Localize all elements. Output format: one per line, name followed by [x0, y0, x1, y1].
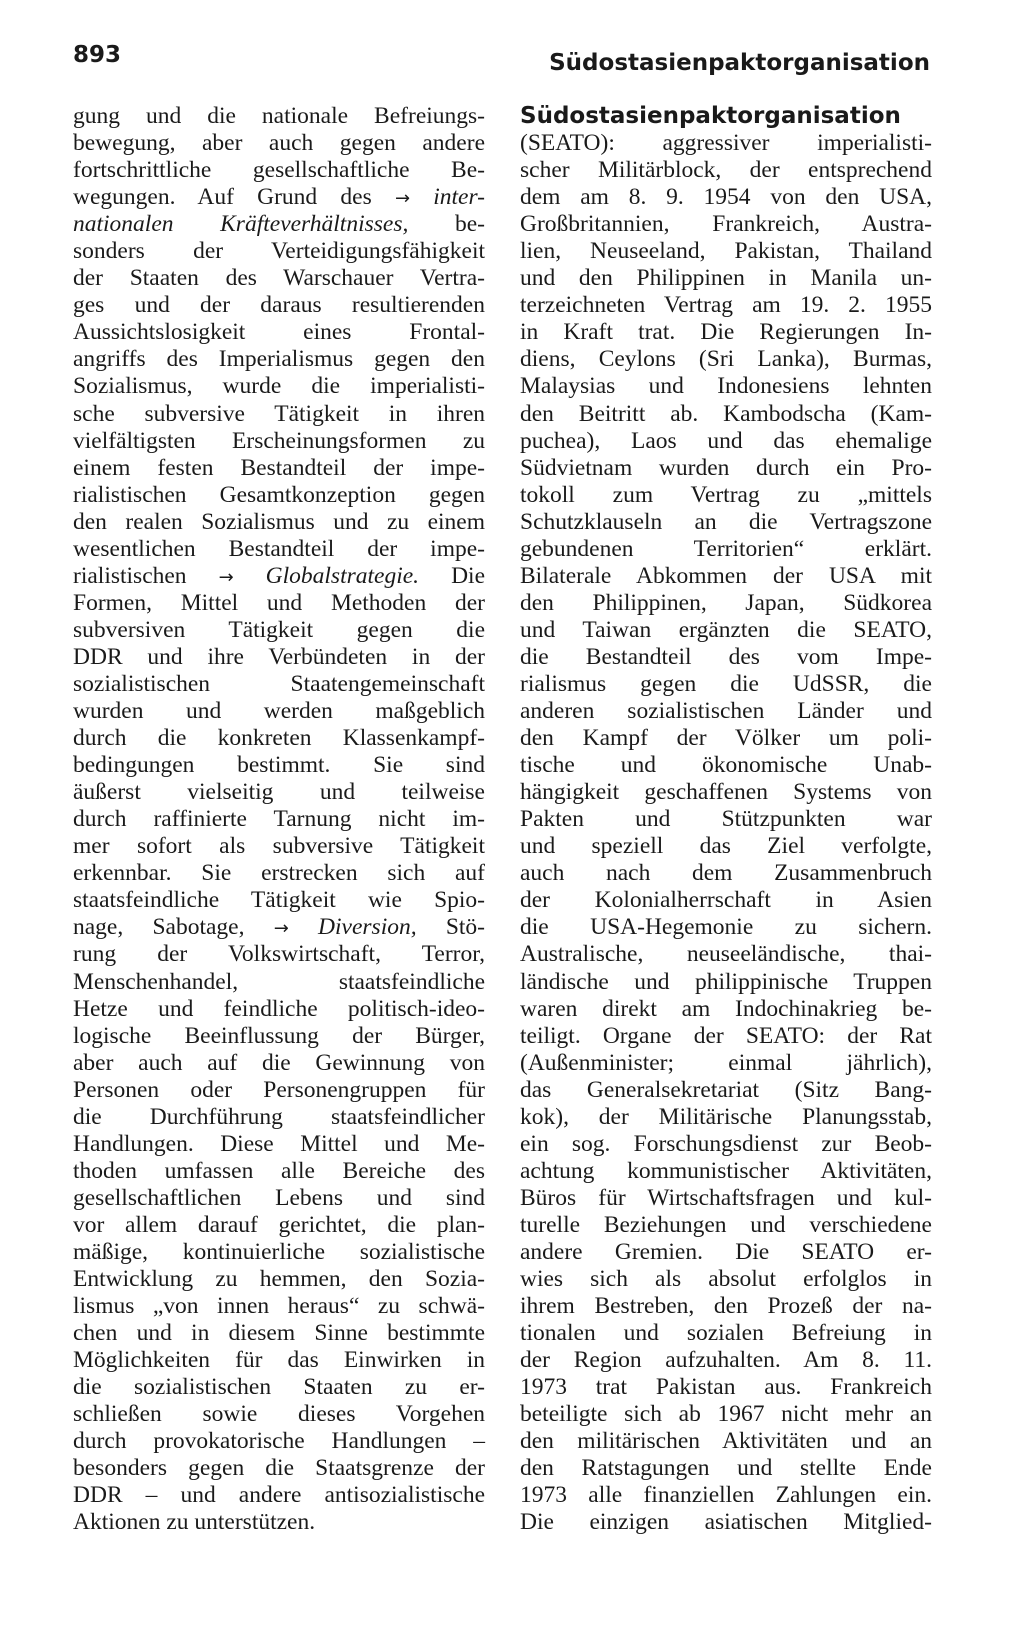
cross-reference-link[interactable]: inter- — [433, 184, 485, 211]
text-line: 1973 alle finanziellen Zahlungen ein. — [520, 1482, 932, 1509]
text-line: gung und die nationale Befreiungs- — [73, 103, 485, 129]
text-fragment: rialistischen — [73, 562, 187, 589]
text-line: die USA-Hegemonie zu sichern. — [520, 914, 932, 941]
text-line: anderen sozialistischen Länder und — [520, 698, 932, 725]
text-line: thoden umfassen alle Bereiche des — [73, 1157, 485, 1184]
text-line: vielfältigsten Erscheinungsformen zu — [73, 427, 485, 454]
text-line: Entwicklung zu hemmen, den Sozia- — [73, 1266, 485, 1293]
text-line: Schutzklauseln an die Vertragszone — [520, 508, 932, 535]
text-line: staatsfeindliche Tätigkeit wie Spio- — [73, 887, 485, 914]
text-line: auch nach dem Zusammenbruch — [520, 860, 932, 887]
text-line: tische und ökonomische Unab- — [520, 752, 932, 779]
arrow-icon: → — [394, 188, 411, 210]
text-line: teiligt. Organe der SEATO: der Rat — [520, 1022, 932, 1049]
text-line: die sozialistischen Staaten zu er- — [73, 1374, 485, 1401]
text-line: Sozialismus, wurde die imperialisti- — [73, 373, 485, 400]
text-line: terzeichneten Vertrag am 19. 2. 1955 — [520, 292, 932, 319]
entry-heading: Südostasienpaktorganisation — [520, 103, 901, 129]
text-line: waren direkt am Indochinakrieg be- — [520, 995, 932, 1022]
text-line: andere Gremien. Die SEATO er- — [520, 1238, 932, 1265]
text-line: vor allem darauf gerichtet, die plan- — [73, 1211, 485, 1238]
text-line: wies sich als absolut erfolglos in — [520, 1266, 932, 1293]
text-line: ihrem Bestreben, den Prozeß der na- — [520, 1293, 932, 1320]
text-line: DDR und ihre Verbündeten in der — [73, 643, 485, 670]
text-line: subversiven Tätigkeit gegen die — [73, 616, 485, 643]
text-line: ges und der daraus resultierenden — [73, 292, 485, 319]
text-line: chen und in diesem Sinne bestimmte — [73, 1320, 485, 1347]
text-line: rung der Volkswirtschaft, Terror, — [73, 941, 485, 968]
text-line: den militärischen Aktivitäten und an — [520, 1428, 932, 1455]
text-line: Die einzigen asiatischen Mitglied- — [520, 1509, 932, 1536]
text-line: tionalen und sozialen Befreiung in — [520, 1320, 932, 1347]
text-line: in Kraft trat. Die Regierungen In- — [520, 319, 932, 346]
text-line: logische Beeinflussung der Bürger, — [73, 1022, 485, 1049]
text-line: wurden und werden maßgeblich — [73, 698, 485, 725]
text-line: Pakten und Stützpunkten war — [520, 806, 932, 833]
text-line: Malaysias und Indonesiens lehnten — [520, 373, 932, 400]
text-line: Hetze und feindliche politisch-ideo- — [73, 995, 485, 1022]
text-line: ländische und philippinische Truppen — [520, 968, 932, 995]
text-line: ein sog. Forschungsdienst zur Beob- — [520, 1130, 932, 1157]
text-line: erkennbar. Sie erstrecken sich auf — [73, 860, 485, 887]
text-line: lismus „von innen heraus“ zu schwä- — [73, 1293, 485, 1320]
left-column — [73, 103, 485, 1536]
text-line: Südvietnam wurden durch ein Pro- — [520, 454, 932, 481]
text-line: der Kolonialherrschaft in Asien — [520, 887, 932, 914]
text-line: und Taiwan ergänzten die SEATO, — [520, 616, 932, 643]
text-line: Großbritannien, Frankreich, Austra- — [520, 211, 932, 238]
text-line: scher Militärblock, der entsprechend — [520, 157, 932, 184]
text-line: fortschrittliche gesellschaftliche Be- — [73, 157, 485, 184]
text-line: angriffs des Imperialismus gegen den — [73, 346, 485, 373]
text-line-with-ref — [73, 563, 485, 590]
text-fragment: wegungen. Auf Grund des — [73, 184, 372, 211]
text-line: den realen Sozialismus und zu einem — [73, 508, 485, 535]
text-line: hängigkeit geschaffenen Systems von — [520, 779, 932, 806]
text-line: schließen sowie dieses Vorgehen — [73, 1401, 485, 1428]
text-line: der Staaten des Warschauer Vertra- — [73, 265, 485, 292]
text-line: lien, Neuseeland, Pakistan, Thailand — [520, 238, 932, 265]
text-line: Büros für Wirtschaftsfragen und kul- — [520, 1184, 932, 1211]
text-fragment: nage, Sabotage, — [73, 914, 245, 941]
text-line: den Beitritt ab. Kambodscha (Kam- — [520, 400, 932, 427]
text-line: Aktionen zu unterstützen. — [73, 1509, 316, 1536]
cross-reference-link[interactable]: nationalen Kräfteverhältnisses, — [73, 211, 409, 238]
text-line: durch provokatorische Handlungen – — [73, 1428, 485, 1455]
text-line-with-ref — [73, 914, 485, 941]
cross-reference-link[interactable]: Diversion, — [318, 914, 417, 941]
text-line-with-ref — [73, 211, 485, 238]
arrow-icon: → — [218, 566, 234, 588]
text-line: Möglichkeiten für das Einwirken in — [73, 1347, 485, 1374]
text-line: aber auch auf die Gewinnung von — [73, 1049, 485, 1076]
text-line: achtung kommunistischer Aktivitäten, — [520, 1157, 932, 1184]
text-line: den Philippinen, Japan, Südkorea — [520, 589, 932, 616]
text-fragment: be- — [408, 211, 485, 238]
text-line: durch raffinierte Tarnung nicht im- — [73, 806, 485, 833]
text-line: der Region aufzuhalten. Am 8. 11. — [520, 1347, 932, 1374]
right-column — [520, 103, 932, 1536]
text-line: das Generalsekretariat (Sitz Bang- — [520, 1076, 932, 1103]
text-line: äußerst vielseitig und teilweise — [73, 779, 485, 806]
text-fragment: Die — [419, 562, 485, 589]
text-line: tokoll zum Vertrag zu „mittels — [520, 481, 932, 508]
text-line: 1973 trat Pakistan aus. Frankreich — [520, 1374, 932, 1401]
text-line: Aussichtslosigkeit eines Frontal- — [73, 319, 485, 346]
text-line: einem festen Bestandteil der impe- — [73, 454, 485, 481]
text-line: (Außenminister; einmal jährlich), — [520, 1049, 932, 1076]
text-line: bewegung, aber auch gegen andere — [73, 130, 485, 157]
text-line: Australische, neuseeländische, thai- — [520, 941, 932, 968]
text-line-with-ref — [73, 184, 485, 211]
text-line: Personen oder Personengruppen für — [73, 1076, 485, 1103]
text-line: Bilaterale Abkommen der USA mit — [520, 562, 932, 589]
text-line: Handlungen. Diese Mittel und Me- — [73, 1130, 485, 1157]
text-line: (SEATO): aggressiver imperialisti- — [520, 130, 932, 157]
text-line: gesellschaftlichen Lebens und sind — [73, 1184, 485, 1211]
text-line: Formen, Mittel und Methoden der — [73, 589, 485, 616]
text-fragment: Stö- — [416, 914, 486, 941]
text-line: dem am 8. 9. 1954 von den USA, — [520, 184, 932, 211]
text-line: rialismus gegen die UdSSR, die — [520, 670, 932, 697]
text-line: die Durchführung staatsfeindlicher — [73, 1103, 485, 1130]
text-line: besonders gegen die Staatsgrenze der — [73, 1455, 485, 1482]
text-line: puchea), Laos und das ehemalige — [520, 427, 932, 454]
arrow-icon: → — [273, 918, 289, 940]
cross-reference-link[interactable]: Globalstrategie. — [265, 562, 420, 589]
text-line: sozialistischen Staatengemeinschaft — [73, 670, 485, 697]
text-line: bedingungen bestimmt. Sie sind — [73, 752, 485, 779]
text-line: gebundenen Territorien“ erklärt. — [520, 535, 932, 562]
text-line: wesentlichen Bestandteil der impe- — [73, 535, 485, 562]
page-number: 893 — [73, 42, 122, 68]
text-line: diens, Ceylons (Sri Lanka), Burmas, — [520, 346, 932, 373]
text-line: Menschenhandel, staatsfeindliche — [73, 968, 485, 995]
running-title: Südostasienpaktorganisation — [549, 50, 930, 76]
text-line: den Ratstagungen und stellte Ende — [520, 1455, 932, 1482]
text-line: rialistischen Gesamtkonzeption gegen — [73, 481, 485, 508]
text-line: und speziell das Ziel verfolgte, — [520, 833, 932, 860]
text-line: DDR – und andere antisozialistische — [73, 1482, 485, 1509]
text-line: mäßige, kontinuierliche sozialistische — [73, 1238, 485, 1265]
text-line: die Bestandteil des vom Impe- — [520, 643, 932, 670]
text-line: durch die konkreten Klassenkampf- — [73, 725, 485, 752]
text-line: turelle Beziehungen und verschiedene — [520, 1211, 932, 1238]
text-line: beteiligte sich ab 1967 nicht mehr an — [520, 1401, 932, 1428]
text-line: sche subversive Tätigkeit in ihren — [73, 400, 485, 427]
text-line: und den Philippinen in Manila un- — [520, 265, 932, 292]
text-line: den Kampf der Völker um poli- — [520, 725, 932, 752]
text-line: sonders der Verteidigungsfähigkeit — [73, 238, 485, 265]
text-line: kok), der Militärische Planungsstab, — [520, 1103, 932, 1130]
text-line: mer sofort als subversive Tätigkeit — [73, 833, 485, 860]
